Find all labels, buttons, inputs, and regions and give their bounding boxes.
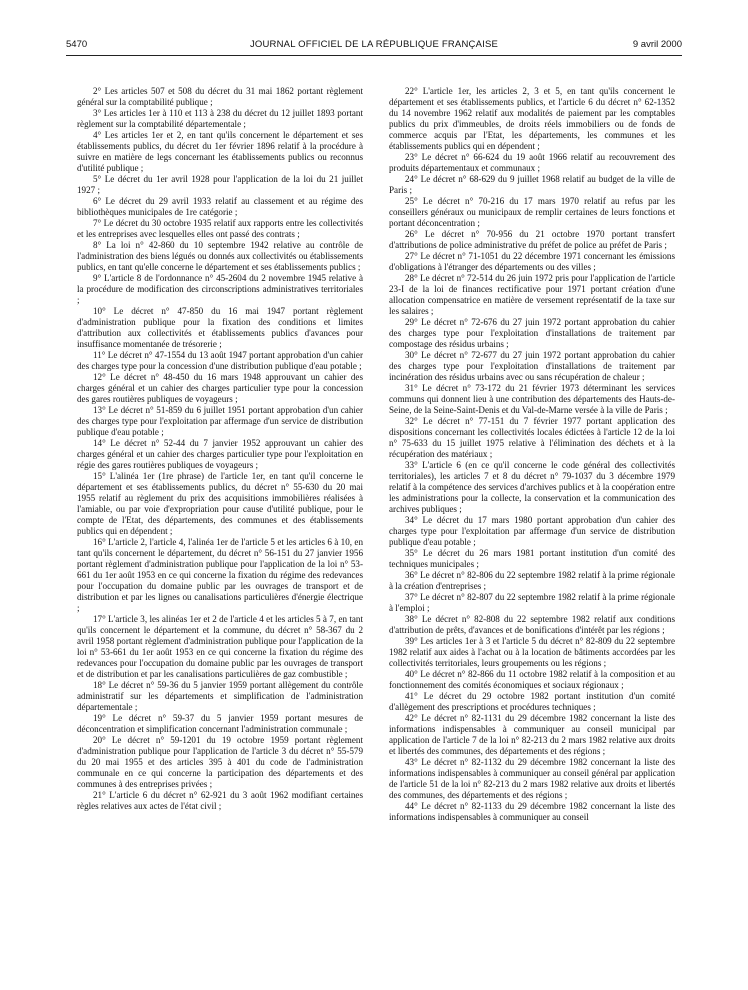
paragraph: 31° Le décret n° 73-172 du 21 février 1973 déterminant les services communs qui donnent lieu à une contribution des départements des Hauts-de-Seine, de la Seine-Saint-Denis et du Val-de-Marne versée à la ville de Paris ; — [389, 383, 675, 415]
page-number: 5470 — [66, 39, 88, 50]
paragraph: 20° Le décret n° 59-1201 du 19 octobre 1959 portant règlement d'administration publique pour l'application de l'article 3 du décret n° 55-579 du 20 mai 1955 et des articles 395 à 401 du code de l'administration communale en ce qui concerne la participation des départements et des communes à des entreprises privées ; — [77, 735, 363, 789]
paragraph: 7° Le décret du 30 octobre 1935 relatif aux rapports entre les collectivités et les entreprises avec lesquelles elles ont passé des contrats ; — [77, 218, 363, 239]
paragraph: 34° Le décret du 17 mars 1980 portant approbation d'un cahier des charges type pour l'exploitation par affermage d'un service de distribution publique d'eau potable ; — [389, 515, 675, 547]
left-column — [77, 86, 363, 986]
paragraph: 32° Le décret n° 77-151 du 7 février 1977 portant application des dispositions concernant les collectivités locales édictées à l'article 12 de la loi n° 75-633 du 15 juillet 1975 relative à l'élimination des déchets et à la récupération des matériaux ; — [389, 416, 675, 459]
paragraph: 37° Le décret n° 82-807 du 22 septembre 1982 relatif à la prime régionale à l'emploi ; — [389, 592, 675, 613]
publication-date: 9 avril 2000 — [632, 39, 682, 50]
paragraph: 29° Le décret n° 72-676 du 27 juin 1972 portant approbation du cahier des charges type pour l'exploitation d'installations de traitement par compostage des résidus urbains ; — [389, 317, 675, 349]
paragraph: 17° L'article 3, les alinéas 1er et 2 de l'article 4 et les articles 5 à 7, en tant qu'ils concernent le département et la commune, du décret n° 58-367 du 2 avril 1958 portant règlement d'administration publique pour l'application de la loi n° 53-661 du 1er août 1953 en ce qui concerne la fixation du régime des redevances pour l'occupation du domaine public par les ouvrages de transport et de distribution et par les canalisations particulières de gaz combustible ; — [77, 614, 363, 679]
page-header — [66, 38, 682, 52]
paragraph: 42° Le décret n° 82-1131 du 29 décembre 1982 concernant la liste des informations indispensables à communiquer au conseil municipal par application de l'article 7 de la loi n° 82-213 du 2 mars 1982 relative aux droits et libertés des communes, des départements et des régions ; — [389, 713, 675, 756]
paragraph: 33° L'article 6 (en ce qu'il concerne le code général des collectivités territoriales), les articles 7 et 8 du décret n° 79-1037 du 3 décembre 1979 relatif à la compétence des services d'archives publics et à la coopération entre les administrations pour la collecte, la conservation et la communication des archives publiques ; — [389, 460, 675, 514]
journal-title: JOURNAL OFFICIEL DE LA RÉPUBLIQUE FRANÇAISE — [249, 39, 499, 50]
paragraph: 39° Les articles 1er à 3 et l'article 5 du décret n° 82-809 du 22 septembre 1982 relatif aux aides à l'achat ou à la location de bâtiments accordées par les collectivités territoriales, leurs groupements ou les régions ; — [389, 636, 675, 668]
paragraph: 43° Le décret n° 82-1132 du 29 décembre 1982 concernant la liste des informations indispensables à communiquer au conseil général par application de l'article 51 de la loi n° 82-213 du 2 mars 1982 relative aux droits et libertés des communes, des départements et des régions ; — [389, 757, 675, 800]
paragraph: 3° Les articles 1er à 110 et 113 à 238 du décret du 12 juillet 1893 portant règlement sur la comptabilité départementale ; — [77, 108, 363, 129]
paragraph: 21° L'article 6 du décret n° 62-921 du 3 août 1962 modifiant certaines règles relatives aux actes de l'état civil ; — [77, 790, 363, 811]
paragraph: 40° Le décret n° 82-866 du 11 octobre 1982 relatif à la composition et au fonctionnement des comités économiques et sociaux régionaux ; — [389, 669, 675, 690]
paragraph: 10° Le décret n° 47-850 du 16 mai 1947 portant règlement d'administration publique pour la fixation des conditions et limites d'attribution aux collectivités et établissements publics d'avances pour insuffisance momentanée de trésorerie ; — [77, 306, 363, 349]
paragraph: 18° Le décret n° 59-36 du 5 janvier 1959 portant allègement du contrôle administratif sur les départements et simplification de l'administration départementale ; — [77, 680, 363, 712]
paragraph: 41° Le décret du 29 octobre 1982 portant institution d'un comité d'allègement des prescriptions et procédures techniques ; — [389, 691, 675, 712]
paragraph: 8° La loi n° 42-860 du 10 septembre 1942 relative au contrôle de l'administration des biens légués ou donnés aux collectivités ou établissements publics, en tant qu'elle concerne le département et ses établissements publics ; — [77, 240, 363, 272]
paragraph: 19° Le décret n° 59-37 du 5 janvier 1959 portant mesures de déconcentration et simplification concernant l'administration communale ; — [77, 713, 363, 734]
paragraph: 24° Le décret n° 68-629 du 9 juillet 1968 relatif au budget de la ville de Paris ; — [389, 174, 675, 195]
right-column — [389, 86, 675, 986]
paragraph: 4° Les articles 1er et 2, en tant qu'ils concernent le département et ses établissements publics, du décret du 1er février 1896 relatif à la procédure à suivre en matière de legs concernant les établissements publics ou reconnus d'utilité publique ; — [77, 130, 363, 173]
paragraph: 30° Le décret n° 72-677 du 27 juin 1972 portant approbation du cahier des charges type pour l'exploitation d'installations de traitement par incinération des résidus urbains avec ou sans récupération de chaleur ; — [389, 350, 675, 382]
paragraph: 2° Les articles 507 et 508 du décret du 31 mai 1862 portant règlement général sur la comptabilité publique ; — [77, 86, 363, 107]
paragraph: 15° L'alinéa 1er (1re phrase) de l'article 1er, en tant qu'il concerne le département et ses établissements publics, du décret n° 55-630 du 20 mai 1955 relatif au règlement du prix des acquisitions immobilières réalisées à l'amiable, ou par voie d'expropriation pour cause d'utilité publique, pour le compte de l'Etat, des départements, des communes et des établissements publics qui en dépendent ; — [77, 471, 363, 536]
paragraph: 26° Le décret n° 70-956 du 21 octobre 1970 portant transfert d'attributions de police administrative du préfet de police au préfet de Paris ; — [389, 229, 675, 250]
paragraph: 13° Le décret n° 51-859 du 6 juillet 1951 portant approbation d'un cahier des charges type pour l'exploitation par affermage d'un service de distribution publique d'eau potable ; — [77, 405, 363, 437]
paragraph: 9° L'article 8 de l'ordonnance n° 45-2604 du 2 novembre 1945 relative à la procédure de modification des circonscriptions administratives territoriales ; — [77, 273, 363, 305]
paragraph: 27° Le décret n° 71-1051 du 22 décembre 1971 concernant les émissions d'obligations à l'étranger des départements ou des villes ; — [389, 251, 675, 272]
paragraph: 38° Le décret n° 82-808 du 22 septembre 1982 relatif aux conditions d'attribution de prêts, d'avances et de bonifications d'intérêt par les régions ; — [389, 614, 675, 635]
paragraph: 25° Le décret n° 70-216 du 17 mars 1970 relatif au refus par les conseillers généraux ou municipaux de remplir certaines de leurs fonctions et portant déconcentration ; — [389, 196, 675, 228]
paragraph: 16° L'article 2, l'article 4, l'alinéa 1er de l'article 5 et les articles 6 à 10, en tant qu'ils concernent le département, du décret n° 56-151 du 27 janvier 1956 portant règlement d'administration publique pour l'application de la loi n° 53-661 du 1er août 1953 en ce qui concerne la fixation du régime des redevances pour l'occupation du domaine public par les ouvrages de transport et de distribution et par les lignes ou canalisations particulières d'énergie électrique ; — [77, 537, 363, 613]
paragraph: 44° Le décret n° 82-1133 du 29 décembre 1982 concernant la liste des informations indispensables à communiquer au conseil — [389, 801, 675, 822]
paragraph: 11° Le décret n° 47-1554 du 13 août 1947 portant approbation d'un cahier des charges type pour la concession d'une distribution publique d'eau potable ; — [77, 350, 363, 371]
paragraph: 35° Le décret du 26 mars 1981 portant institution d'un comité des techniques municipales ; — [389, 548, 675, 569]
header-rule — [66, 55, 682, 56]
paragraph: 6° Le décret du 29 avril 1933 relatif au classement et au régime des bibliothèques municipales de 1re catégorie ; — [77, 196, 363, 217]
paragraph: 28° Le décret n° 72-514 du 26 juin 1972 pris pour l'application de l'article 23-I de la loi de finances rectificative pour 1971 portant création d'une allocation compensatrice en matière de versement représentatif de la taxe sur les salaires ; — [389, 273, 675, 316]
paragraph: 23° Le décret n° 66-624 du 19 août 1966 relatif au recouvrement des produits départementaux et communaux ; — [389, 152, 675, 173]
paragraph: 12° Le décret n° 48-450 du 16 mars 1948 approuvant un cahier des charges général et un cahier des charges particulier type pour la concession des gares routières publiques de voyageurs ; — [77, 372, 363, 404]
paragraph: 36° Le décret n° 82-806 du 22 septembre 1982 relatif à la prime régionale à la création d'entreprises ; — [389, 570, 675, 591]
paragraph: 14° Le décret n° 52-44 du 7 janvier 1952 approuvant un cahier des charges général et un cahier des charges particulier type pour l'exploitation en régie des gares routières publiques de voyageurs ; — [77, 438, 363, 470]
paragraph: 5° Le décret du 1er avril 1928 pour l'application de la loi du 21 juillet 1927 ; — [77, 174, 363, 195]
paragraph: 22° L'article 1er, les articles 2, 3 et 5, en tant qu'ils concernent le département et ses établissements publics, et l'article 6 du décret n° 62-1352 du 14 novembre 1962 relatif aux modalités de paiement par les comptables publics du prix d'immeubles, de droits réels immobiliers ou de fonds de commerce acquis par l'Etat, les départements, les communes et les établissements publics qui en dépendent ; — [389, 86, 675, 151]
